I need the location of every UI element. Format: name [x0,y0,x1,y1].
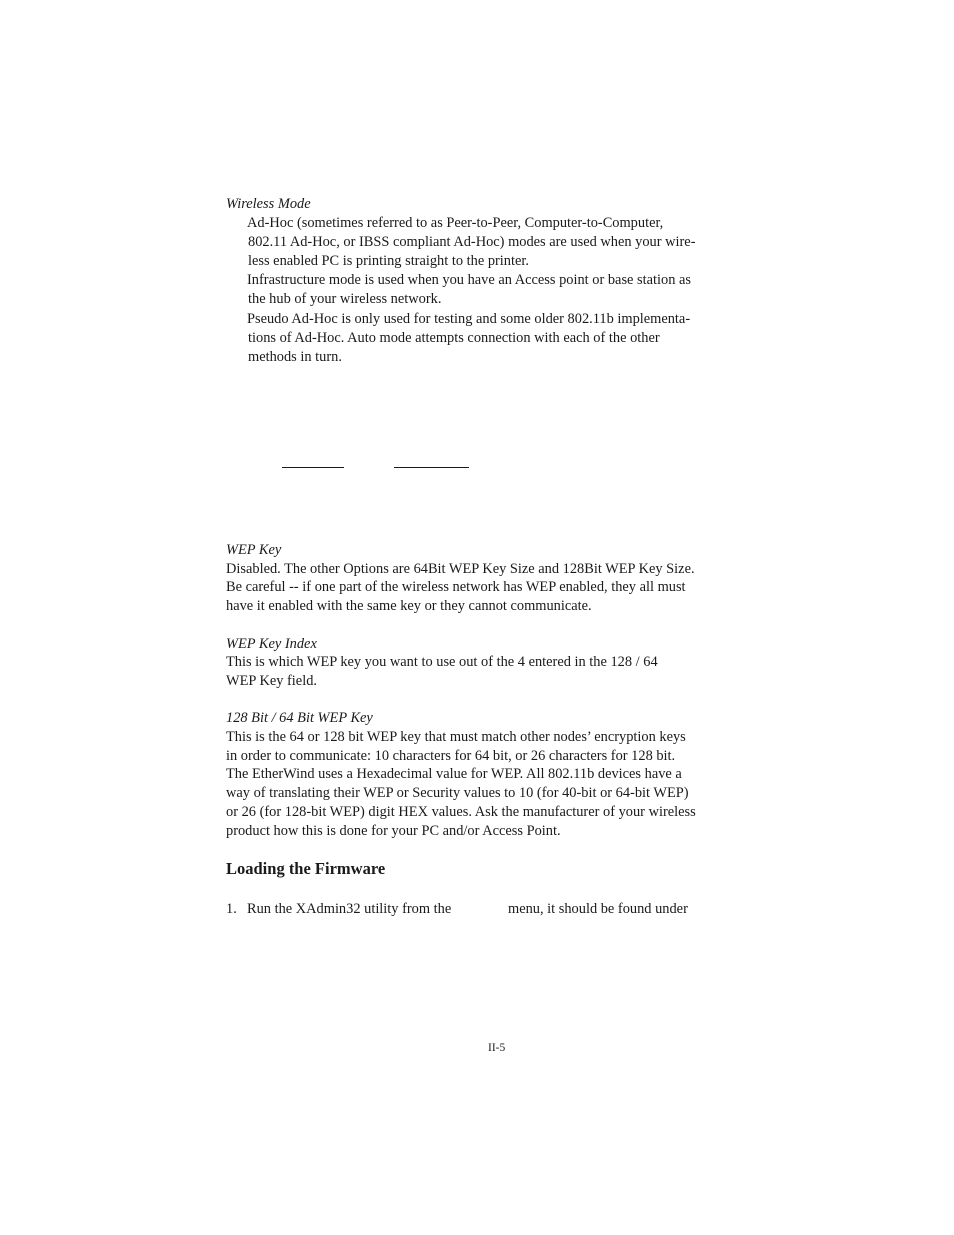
adhoc-line-2: 802.11 Ad-Hoc, or IBSS compliant Ad-Hoc) modes are used when your wire- [248,234,696,250]
step-1-text-part-1: Run the XAdmin32 utility from the [247,901,452,917]
step-1-number: 1. [226,901,237,917]
wep-key-title: WEP Key [226,542,282,558]
wep-key-line-1: Disabled. The other Options are 64Bit WEP Key Size and 128Bit WEP Key Size. [226,561,695,577]
wireless-mode-title: Wireless Mode [226,196,311,212]
pseudo-line-2: tions of Ad-Hoc. Auto mode attempts connection with each of the other [248,330,660,346]
wep-bits-line-6: product how this is done for your PC and/or Access Point. [226,823,561,839]
wep-bits-line-2: in order to communicate: 10 characters for 64 bit, or 26 characters for 128 bit. [226,748,676,764]
wep-bits-title: 128 Bit / 64 Bit WEP Key [226,710,373,726]
wep-bits-line-4: way of translating their WEP or Security values to 10 (for 40-bit or 64-bit WEP) [226,785,689,801]
pseudo-line-1: Pseudo Ad-Hoc is only used for testing and some older 802.11b implementa- [247,311,691,327]
infrastructure-line-2: the hub of your wireless network. [248,291,442,307]
wep-key-index-line-1: This is which WEP key you want to use out of the 4 entered in the 128 / 64 [226,654,658,670]
blank-underline-2 [394,467,469,468]
step-1-text-part-2: menu, it should be found under [508,901,688,917]
wep-bits-line-5: or 26 (for 128-bit WEP) digit HEX values. Ask the manufacturer of your wireless [226,804,696,820]
wep-bits-line-1: This is the 64 or 128 bit WEP key that must match other nodes’ encryption keys [226,729,686,745]
page-number: II-5 [488,1042,506,1054]
pseudo-line-3: methods in turn. [248,349,342,365]
infrastructure-line-1: Infrastructure mode is used when you have an Access point or base station as [247,272,691,288]
wep-key-index-line-2: WEP Key field. [226,673,317,689]
wep-bits-line-3: The EtherWind uses a Hexadecimal value for WEP. All 802.11b devices have a [226,766,682,782]
blank-underline-1 [282,467,344,468]
adhoc-line-3: less enabled PC is printing straight to the printer. [248,253,529,269]
wep-key-line-3: have it enabled with the same key or they cannot communicate. [226,598,592,614]
wep-key-line-2: Be careful -- if one part of the wireless network has WEP enabled, they all must [226,579,686,595]
firmware-heading: Loading the Firmware [226,859,386,878]
adhoc-line-1: Ad-Hoc (sometimes referred to as Peer-to-Peer, Computer-to-Computer, [247,215,664,231]
wep-key-index-title: WEP Key Index [226,636,317,652]
